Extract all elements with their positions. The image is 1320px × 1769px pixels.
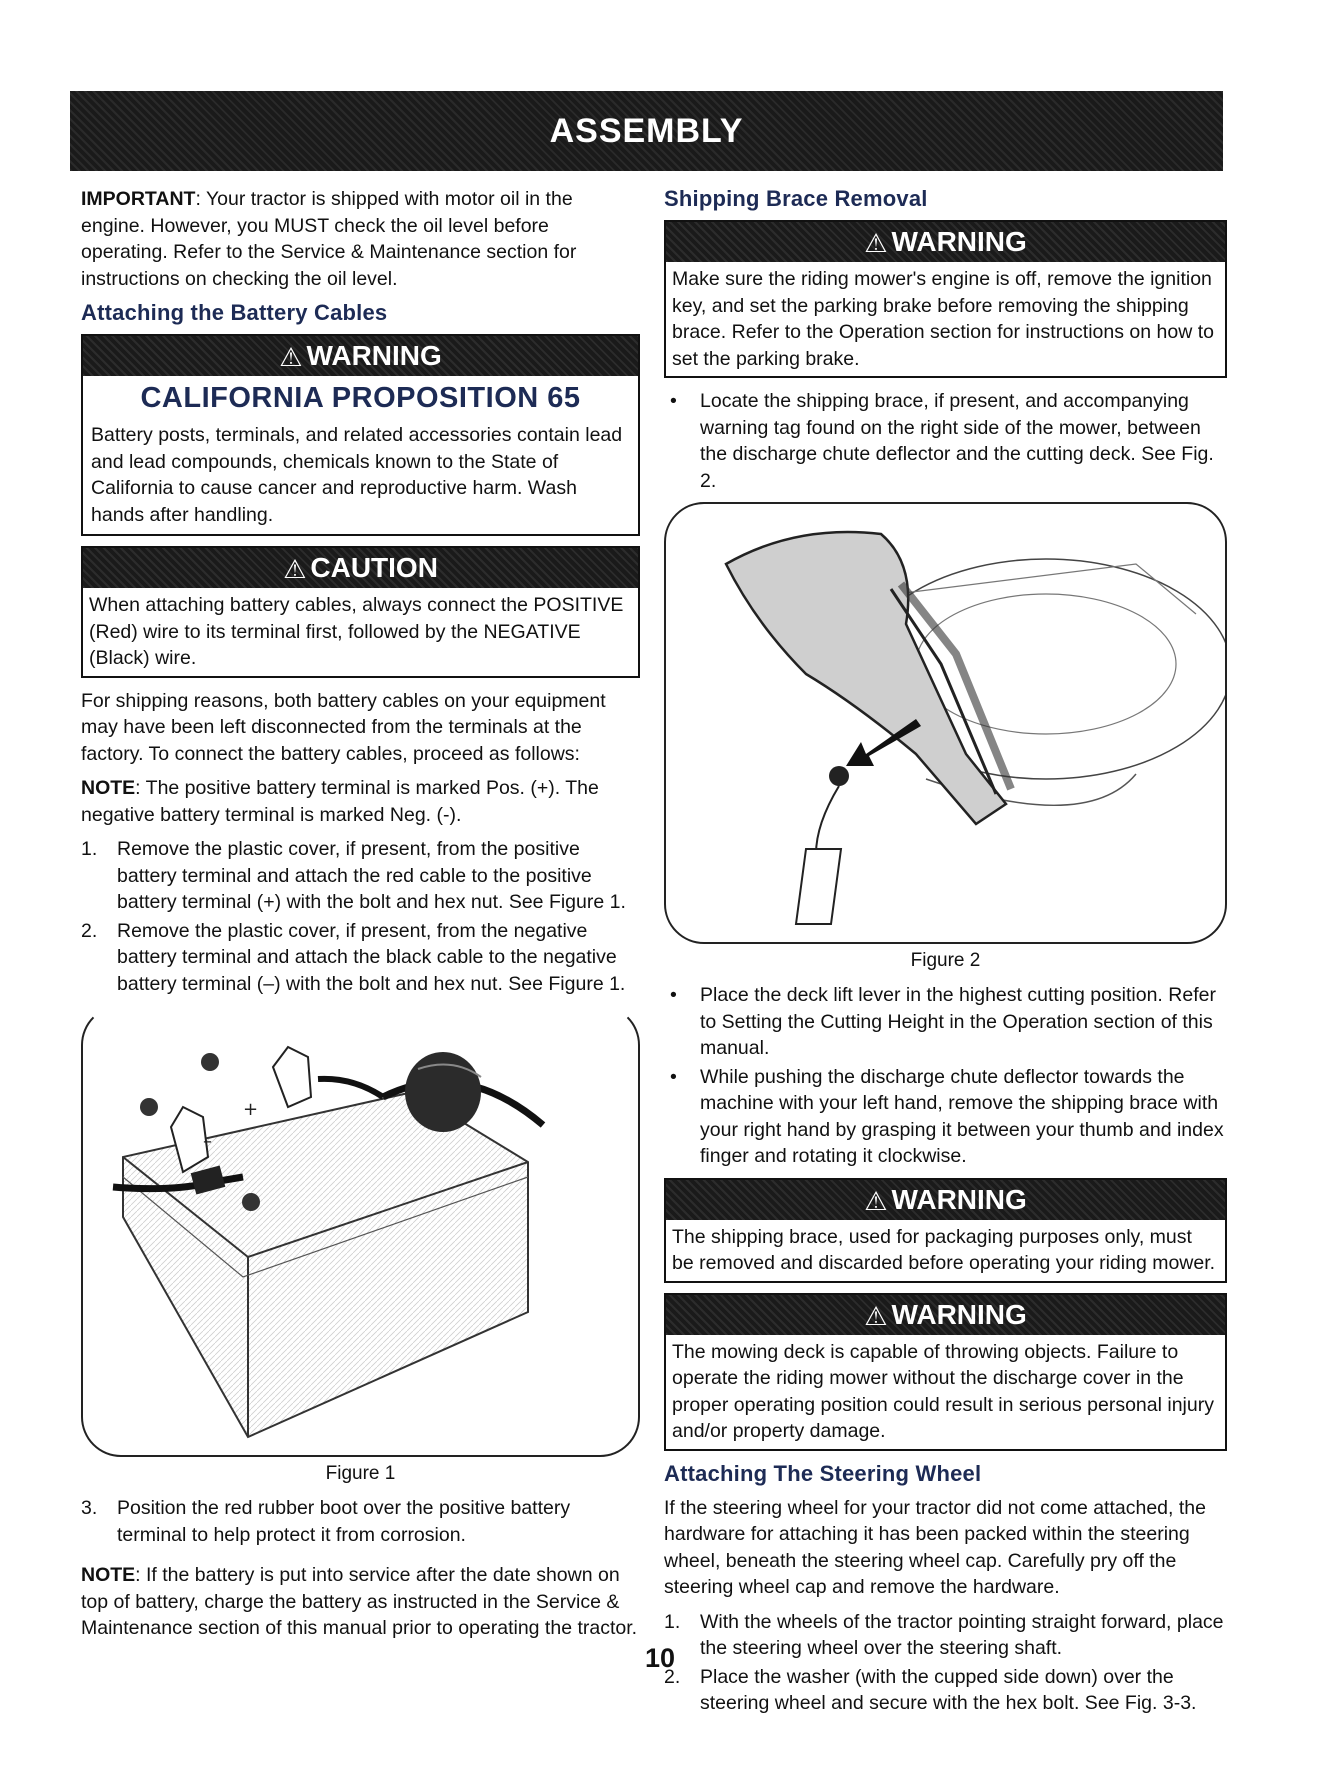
prop65-text: Battery posts, terminals, and related accessories contain lead and lead compounds, chemicals known to the State of California to cause cancer and reproductive harm. Wash hands after handling.: [91, 424, 623, 526]
positive-cable: [318, 1079, 383, 1097]
shipping-paragraph: For shipping reasons, both battery cables on your equipment may have been left disconnected from the terminals at the factory. To connect the battery cables, proceed as follows:: [81, 689, 606, 765]
warning-header: [666, 1180, 1225, 1220]
step-text: Position the red rubber boot over the positive battery terminal to help protect it from corrosion.: [117, 1497, 571, 1546]
step-number: 2.: [664, 1665, 681, 1688]
prop65-title: CALIFORNIA PROPOSITION 65: [140, 382, 581, 414]
bullet-text: Place the deck lift lever in the highest cutting position. Refer to Setting the Cutting Height in the Operation section of this manual.: [700, 984, 1216, 1059]
steering-paragraph: If the steering wheel for your tractor did not come attached, the hardware for attaching it has been packed within the steering wheel, beneath the steering wheel cap. Carefully pry off the steering wheel cap and remove the hardware.: [664, 1496, 1206, 1598]
bullet-text: Locate the shipping brace, if present, and accompanying warning tag found on the right side of the mower, between the discharge chute deflector and the cutting deck. See Fig. 2.: [700, 390, 1214, 492]
caution-box: [81, 546, 640, 678]
note-battery-charge: [81, 1562, 640, 1642]
caution-text: When attaching battery cables, always connect the POSITIVE (Red) wire to its terminal first, followed by the NEGATIVE (Black) wire.: [89, 594, 624, 669]
list-item: [81, 836, 640, 916]
section-banner: [70, 91, 1223, 171]
important-text: : Your tractor is shipped with motor oil in the engine. However, you MUST check the oil level before operating. Refer to the Service & Maintenance section for instructions on checking the oil level.: [81, 188, 577, 290]
warning-box-prop65: [81, 334, 640, 536]
left-column: [81, 186, 640, 1650]
warning-text: The shipping brace, used for packaging purposes only, must be removed and discarded before operating your riding mower.: [672, 1225, 1216, 1274]
battery-heading: Attaching the Battery Cables: [81, 300, 388, 325]
warning-triangle-icon: ⚠: [864, 1185, 888, 1216]
page-number: 10: [644, 1643, 676, 1673]
warning-text: Make sure the riding mower's engine is off, remove the ignition key, and set the parking brake before removing the shipping brace. Refer to the Operation section for instructions on how to set the parking brake.: [672, 268, 1214, 370]
warning-header: [666, 222, 1225, 262]
step-number: 1.: [81, 838, 98, 860]
step-text: With the wheels of the tractor pointing straight forward, place the steering wheel over the steering shaft.: [700, 1610, 1224, 1659]
warning-label: WARNING: [306, 340, 442, 371]
figure-1-caption: Figure 1: [325, 1463, 396, 1484]
battery-illustration: [83, 1007, 638, 1453]
step-text: Place the washer (with the cupped side down) over the steering wheel and secure with the hex bolt. See Fig. 3-3.: [700, 1665, 1197, 1714]
note-text: : If the battery is put into service after the date shown on top of battery, charge the battery as instructed in the Service & Maintenance section of this manual prior to operating the tractor.: [81, 1564, 638, 1639]
step-text: Remove the plastic cover, if present, from the negative battery terminal and attach the black cable to the negative battery terminal (–) with the bolt and hex nut. See Figure 1.: [117, 919, 626, 995]
battery-steps: [81, 836, 640, 997]
step-number: 2.: [81, 919, 98, 942]
note-label: NOTE: [81, 777, 136, 799]
brace-heading: Shipping Brace Removal: [664, 186, 928, 211]
hex-nut: [140, 1098, 158, 1116]
shipping-brace: [829, 766, 849, 786]
figure-1-frame: [81, 1005, 640, 1457]
warning-label: WARNING: [891, 1183, 1027, 1215]
warning-label: WARNING: [891, 226, 1027, 257]
bolt: [242, 1193, 260, 1211]
list-item: [81, 1495, 640, 1548]
brace-bullets-2: [664, 982, 1227, 1170]
figure-2-frame: [664, 502, 1227, 944]
figure-2-caption: Figure 2: [910, 950, 981, 971]
warning-triangle-icon: ⚠: [864, 1300, 888, 1331]
positive-terminal: [273, 1047, 311, 1107]
list-item: [81, 918, 640, 998]
list-item: [664, 982, 1227, 1062]
warning-header: [83, 336, 638, 376]
positive-mark: +: [243, 1099, 259, 1120]
bullet-text: While pushing the discharge chute deflector towards the machine with your left hand, remove the shipping brace with your right hand by grasping it between your thumb and index finger and rotating it clockwise.: [700, 1065, 1224, 1167]
shipping-brace-illustration: [666, 504, 1225, 940]
warning-triangle-icon: ⚠: [279, 342, 303, 372]
battery-step-3: [81, 1495, 640, 1548]
warning-tag: [796, 849, 841, 924]
caution-label: CAUTION: [310, 552, 438, 583]
note-label: NOTE: [81, 1564, 136, 1586]
warning-triangle-icon: ⚠: [864, 228, 888, 258]
negative-mark: –: [203, 1131, 212, 1152]
note-text: : The positive battery terminal is marked Pos. (+). The negative battery terminal is marked Neg. (-).: [81, 777, 599, 826]
warning-box-deck: [664, 1293, 1227, 1451]
warning-triangle-icon: ⚠: [283, 554, 307, 584]
important-label: IMPORTANT: [81, 188, 196, 210]
step-text: Remove the plastic cover, if present, from the positive battery terminal and attach the red cable to the positive battery terminal (+) with the bolt and hex nut. See Figure 1.: [117, 838, 626, 913]
caution-header: [83, 548, 638, 588]
list-item: [664, 388, 1227, 494]
warning-header: [666, 1295, 1225, 1335]
warning-box-discard: [664, 1178, 1227, 1283]
warning-text: The mowing deck is capable of throwing objects. Failure to operate the riding mower without the discharge cover in the proper operating position could result in serious personal injury and/or property damage.: [672, 1340, 1214, 1442]
hex-nut: [201, 1053, 219, 1071]
bullet: •: [670, 984, 677, 1006]
section-title: ASSEMBLY: [549, 111, 744, 150]
bullet: •: [670, 1065, 677, 1088]
bullet: •: [670, 390, 677, 412]
step-number: 1.: [664, 1610, 681, 1633]
note-positive-negative: [81, 775, 640, 828]
brace-bullets-1: [664, 388, 1227, 494]
list-item: [664, 1064, 1227, 1170]
steering-heading: Attaching The Steering Wheel: [664, 1460, 982, 1486]
warning-box-brace: [664, 220, 1227, 378]
important-paragraph: [81, 186, 640, 292]
step-number: 3.: [81, 1497, 98, 1519]
warning-label: WARNING: [891, 1298, 1027, 1330]
right-column: [664, 186, 1227, 1725]
